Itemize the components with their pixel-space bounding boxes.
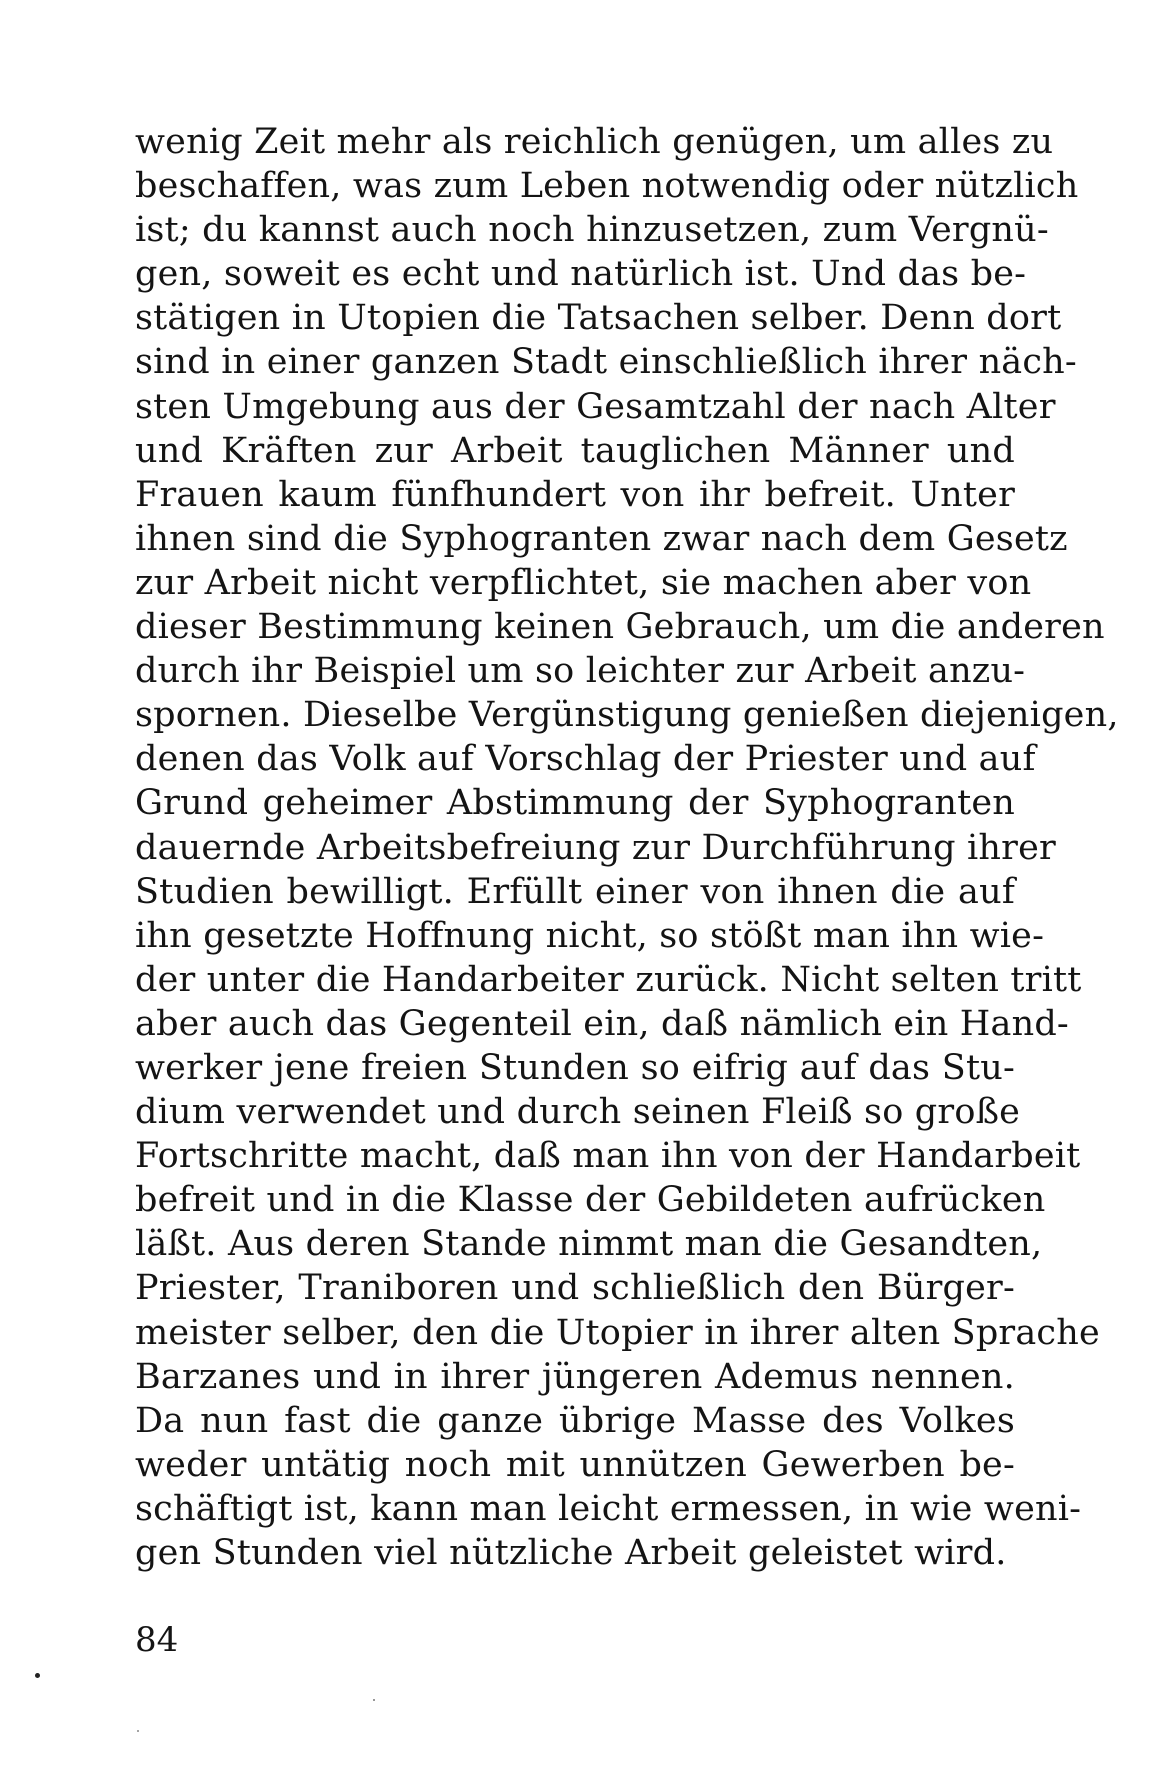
text-line: wenig Zeit mehr als reichlich genügen, um alles zu: [135, 122, 1054, 162]
text-line: Priester, Traniboren und schließlich den Bürger-: [135, 1268, 1015, 1309]
text-line: Barzanes und in ihrer jüngeren Ademus nennen.: [135, 1356, 1015, 1397]
text-line: dauernde Arbeitsbefreiung zur Durchführung ihrer: [135, 827, 1056, 868]
text-line: sind in einer ganzen Stadt einschließlich ihrer näch-: [135, 342, 1077, 383]
text-line: stätigen in Utopien die Tatsachen selber. Denn dort: [135, 298, 1062, 339]
text-line: läßt. Aus deren Stande nimmt man die Gesandten,: [135, 1224, 1043, 1265]
text-line: dieser Bestimmung keinen Gebrauch, um die anderen: [135, 607, 1105, 648]
page-number: 84: [135, 1620, 179, 1660]
body-text: [135, 120, 1119, 1575]
text-line: gen, soweit es echt und natürlich ist. Und das be-: [135, 254, 1027, 295]
text-line: werker jene freien Stunden so eifrig auf das Stu-: [135, 1047, 1015, 1088]
text-line: meister selber, den die Utopier in ihrer alten Sprache: [135, 1312, 1100, 1353]
text-line: sten Umgebung aus der Gesamtzahl der nach Alter: [135, 386, 1056, 427]
text-line: Studien bewilligt. Erfüllt einer von ihnen die auf: [135, 871, 1015, 912]
scan-speck: [137, 1730, 139, 1732]
text-line: denen das Volk auf Vorschlag der Priester und auf: [135, 739, 1036, 780]
text-line: Fortschritte macht, daß man ihn von der Handarbeit: [135, 1136, 1081, 1177]
text-line: Da nun fast die ganze übrige Masse des Volkes: [135, 1400, 1015, 1441]
text-line: ist; du kannst auch noch hinzusetzen, zum Vergnü-: [135, 210, 1049, 251]
text-line: schäftigt ist, kann man leicht ermessen, in wie weni-: [135, 1488, 1082, 1529]
scan-speck: [35, 1673, 40, 1678]
text-line: ihn gesetzte Hoffnung nicht, so stößt man ihn wie-: [135, 915, 1045, 956]
text-line: beschaffen, was zum Leben notwendig oder nützlich: [135, 166, 1079, 207]
text-line: dium verwendet und durch seinen Fleiß so große: [135, 1092, 1021, 1133]
text-line: spornen. Dieselbe Vergünstigung genießen diejenigen,: [135, 695, 1119, 736]
text-line: und Kräften zur Arbeit tauglichen Männer und: [135, 430, 1015, 471]
text-line: aber auch das Gegenteil ein, daß nämlich ein Hand-: [135, 1003, 1069, 1044]
text-line: zur Arbeit nicht verpflichtet, sie machen aber von: [135, 562, 1032, 603]
text-line: der unter die Handarbeiter zurück. Nicht selten tritt: [135, 959, 1082, 1000]
text-line: Grund geheimer Abstimmung der Syphogranten: [135, 783, 1015, 824]
text-line: weder untätig noch mit unnützen Gewerben be-: [135, 1444, 1015, 1485]
text-line: befreit und in die Klasse der Gebildeten aufrücken: [135, 1180, 1046, 1221]
text-line: ihnen sind die Syphogranten zwar nach dem Gesetz: [135, 518, 1068, 559]
text-line-last: gen Stunden viel nützliche Arbeit geleistet wird.: [135, 1533, 1007, 1573]
text-line: durch ihr Beispiel um so leichter zur Arbeit anzu-: [135, 651, 1026, 692]
text-line: Frauen kaum fünfhundert von ihr befreit. Unter: [135, 474, 1015, 515]
scan-speck: [373, 1699, 375, 1701]
